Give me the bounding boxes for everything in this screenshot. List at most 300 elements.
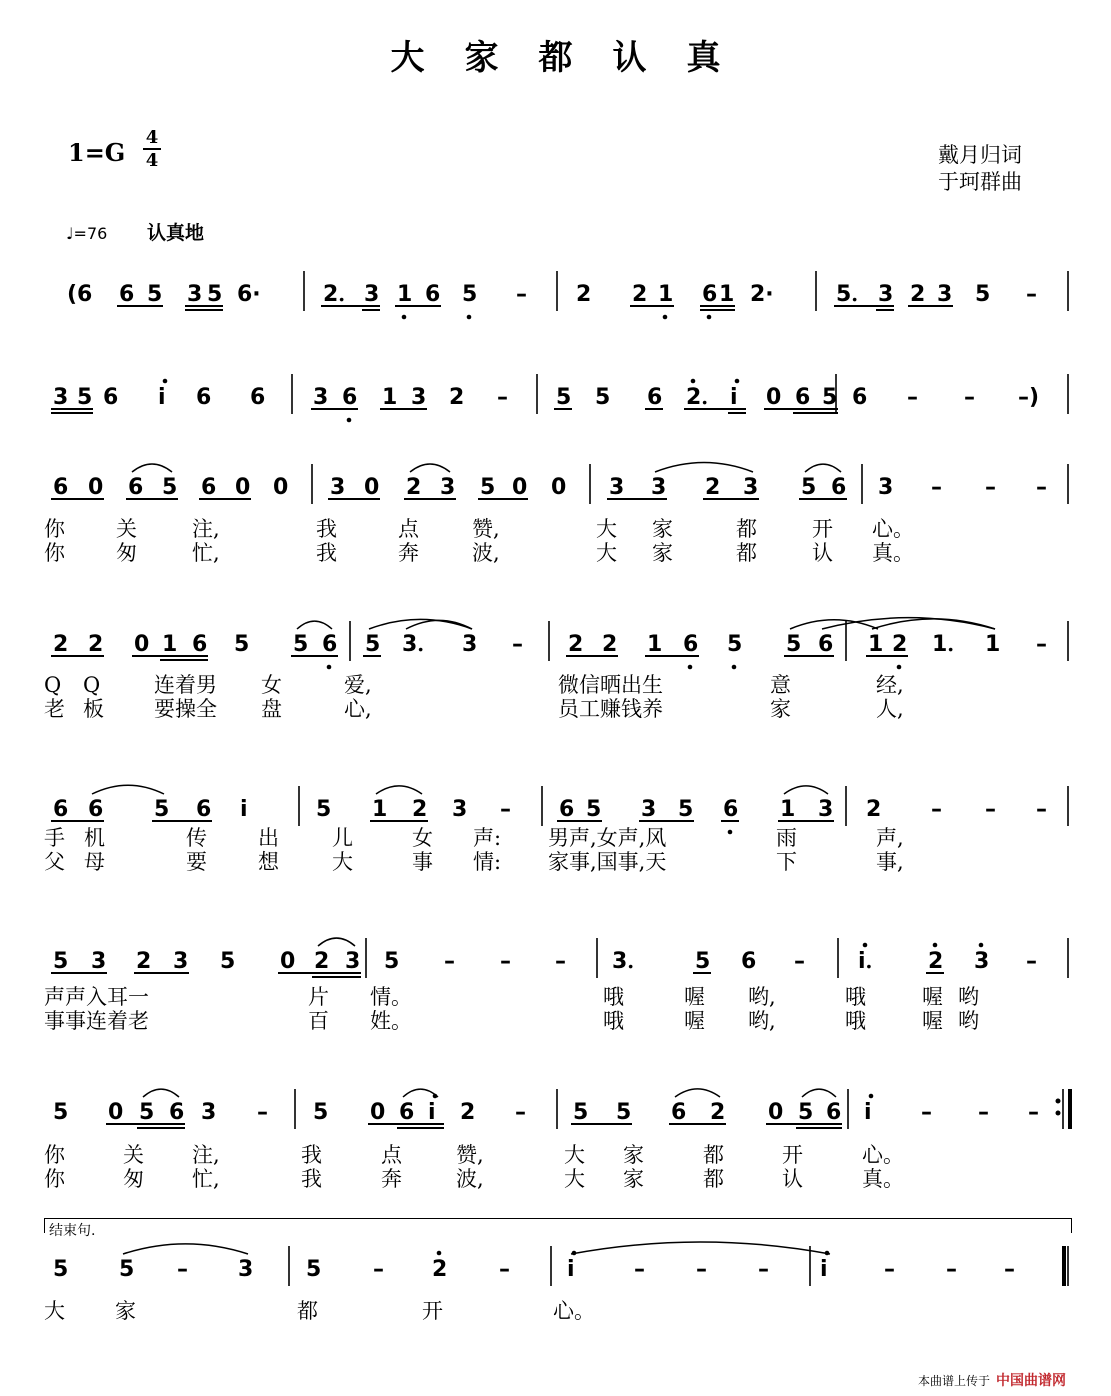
octave-dot — [467, 315, 472, 320]
lyric-word: 大 — [332, 850, 353, 874]
note: 0 — [768, 1100, 784, 1125]
note: – — [696, 1257, 707, 1282]
site-logo: 中国曲谱网 — [996, 1373, 1067, 1389]
lyric-word: 波, — [456, 1167, 484, 1191]
slur — [802, 1089, 836, 1097]
octave-dot — [863, 943, 868, 948]
lyric-line — [0, 542, 1111, 566]
lyric-line — [0, 827, 1111, 851]
note: 6 — [196, 385, 212, 410]
lyric-word: 盘 — [261, 697, 282, 721]
note: – — [634, 1257, 645, 1282]
lyric-word: 事事连着老 — [44, 1009, 149, 1033]
score-system — [0, 1093, 1111, 1141]
note: 3 — [201, 1100, 217, 1125]
lyric-word: 喔 — [684, 1009, 705, 1033]
note: i． — [858, 949, 888, 974]
lyric-word: 都 — [703, 1143, 724, 1167]
note: – — [931, 797, 942, 822]
note: 0 — [273, 475, 289, 500]
lyric-word: 大 — [564, 1143, 585, 1167]
note: (6 — [67, 282, 93, 307]
lyric-word: 声, — [876, 826, 904, 850]
note: 3． — [612, 949, 650, 974]
lyric-line — [0, 518, 1111, 542]
lyric-word: 你 — [44, 517, 65, 541]
slur — [655, 463, 753, 472]
note: 6 — [169, 1100, 185, 1125]
lyric-line — [0, 986, 1111, 1010]
time-signature-top: 4 — [145, 127, 159, 148]
slur — [297, 621, 332, 629]
octave-dot — [897, 665, 902, 670]
lyric-word: 开 — [812, 517, 833, 541]
note: 0 — [134, 632, 150, 657]
lyric-word: 开 — [782, 1143, 803, 1167]
note: 5 — [586, 797, 602, 822]
note: 3 — [937, 282, 953, 307]
note: – — [985, 797, 996, 822]
note: 0 — [551, 475, 567, 500]
note: 2． — [323, 282, 361, 307]
note: – — [946, 1257, 957, 1282]
note: 5 — [786, 632, 802, 657]
slur — [132, 464, 172, 472]
lyric-word: 声: — [473, 826, 502, 850]
note: 5 — [573, 1100, 589, 1125]
lyric-word: 匆 — [116, 541, 137, 565]
lyric-word: 都 — [297, 1299, 318, 1323]
score-system — [0, 468, 1111, 516]
note: 3 — [462, 632, 478, 657]
lyric-word: 姓。 — [370, 1009, 412, 1033]
lyric-word: 注, — [192, 1143, 220, 1167]
note: – — [1026, 282, 1037, 307]
note: 6 — [53, 475, 69, 500]
note: 5 — [556, 385, 572, 410]
lyric-word: 喔 — [922, 1009, 943, 1033]
note: 3 — [974, 949, 990, 974]
lyric-word: 你 — [44, 1167, 65, 1191]
lyric-word: 情。 — [370, 985, 412, 1009]
lyric-word: 家事,国事,天 — [548, 850, 667, 874]
tempo-value: ♩=76 — [66, 224, 108, 243]
lyric-word: 员工赚钱养 — [558, 697, 663, 721]
lyric-word: 我 — [316, 517, 337, 541]
octave-dot — [732, 665, 737, 670]
note: 1 — [658, 282, 674, 307]
lyric-word: 片 — [308, 985, 329, 1009]
note: 5 — [119, 1257, 135, 1282]
lyric-word: 父 — [44, 850, 65, 874]
note: 5 — [678, 797, 694, 822]
lyric-word: 我 — [301, 1167, 322, 1191]
lyric-word: 喔 — [684, 985, 705, 1009]
note: 6 — [647, 385, 663, 410]
lyric-line — [0, 1010, 1111, 1034]
repeat-dot — [1056, 1111, 1061, 1116]
note: – — [516, 282, 527, 307]
note: 2 — [632, 282, 648, 307]
note: – — [1004, 1257, 1015, 1282]
slur — [410, 464, 450, 472]
lyric-word: 我 — [316, 541, 337, 565]
note: 5 — [616, 1100, 632, 1125]
note: 6 — [196, 797, 212, 822]
lyric-word: 心。 — [872, 517, 914, 541]
note: 0 — [88, 475, 104, 500]
note: 2 — [928, 949, 944, 974]
composer: 于珂群曲 — [938, 170, 1022, 194]
lyric-word: 百 — [308, 1009, 329, 1033]
note: 1 — [382, 385, 398, 410]
lyric-word: 母 — [84, 850, 105, 874]
note: 3 — [878, 282, 894, 307]
note: 6 — [852, 385, 868, 410]
note: 2 — [866, 797, 882, 822]
octave-dot — [825, 1251, 830, 1256]
note: 5 — [801, 475, 817, 500]
note: 1 — [719, 282, 735, 307]
slur — [784, 786, 828, 794]
expression-mark: 认真地 — [147, 222, 205, 244]
note: 3 — [743, 475, 759, 500]
note: 3 — [345, 949, 361, 974]
slur — [406, 620, 472, 629]
octave-dot — [979, 943, 984, 948]
note: 5 — [462, 282, 478, 307]
note: 5 — [365, 632, 381, 657]
lyric-word: 爱, — [344, 673, 372, 697]
lyric-word: 哦 — [603, 985, 624, 1009]
note: i — [820, 1257, 828, 1282]
note: – — [1036, 797, 1047, 822]
slur — [675, 1089, 720, 1097]
lyric-word: 认 — [782, 1167, 803, 1191]
note: 6 — [88, 797, 104, 822]
lyric-word: 经, — [876, 673, 904, 697]
lyric-word: 下 — [776, 850, 797, 874]
note: 5 — [727, 632, 743, 657]
lyric-word: 连着男 — [154, 673, 217, 697]
note: 0 — [108, 1100, 124, 1125]
note: 3 — [173, 949, 189, 974]
note: 0 — [280, 949, 296, 974]
lyric-word: 关 — [123, 1143, 144, 1167]
system-notation — [0, 378, 1111, 426]
note: 0 — [364, 475, 380, 500]
note: 6 — [559, 797, 575, 822]
note: 3 — [330, 475, 346, 500]
lyric-word: 哦 — [845, 1009, 866, 1033]
upload-footer — [918, 1370, 1066, 1390]
lyric-word: 忙, — [192, 1167, 220, 1191]
lyric-word: 传 — [186, 826, 207, 850]
note: – — [794, 949, 805, 974]
lyric-word: 真。 — [862, 1167, 904, 1191]
octave-dot — [402, 315, 407, 320]
score-system — [0, 378, 1111, 426]
note: 5 — [53, 949, 69, 974]
lyric-line — [0, 698, 1111, 722]
octave-dot — [437, 1251, 442, 1256]
ending-bracket — [44, 1218, 1072, 1239]
note: 5 — [154, 797, 170, 822]
note: 5 — [234, 632, 250, 657]
lyric-word: 老 — [44, 697, 65, 721]
time-signature-bottom: 4 — [145, 150, 159, 171]
note: 0 — [235, 475, 251, 500]
lyric-word: 哦 — [845, 985, 866, 1009]
lyric-word: 赞, — [456, 1143, 484, 1167]
note: 5 — [975, 282, 991, 307]
note: 2 — [314, 949, 330, 974]
slur — [92, 785, 164, 794]
note: 2 — [449, 385, 465, 410]
note: 2 — [576, 282, 592, 307]
note: – — [515, 1100, 526, 1125]
note: 2． — [686, 385, 724, 410]
score-system — [0, 275, 1111, 323]
octave-dot — [869, 1094, 874, 1099]
lyric-line — [0, 674, 1111, 698]
note: 3 — [818, 797, 834, 822]
note: 3 — [364, 282, 380, 307]
lyric-word: 奔 — [398, 541, 419, 565]
note: 2 — [602, 632, 618, 657]
lyric-word: 雨 — [776, 826, 797, 850]
note: – — [373, 1257, 384, 1282]
repeat-barline — [1068, 1089, 1072, 1129]
note: 5 — [162, 475, 178, 500]
note: – — [931, 475, 942, 500]
octave-dot — [327, 665, 332, 670]
note: – — [512, 632, 523, 657]
note: 2 — [710, 1100, 726, 1125]
note: – — [985, 475, 996, 500]
note: 2 — [705, 475, 721, 500]
note: 6 — [702, 282, 718, 307]
lyric-word: 大 — [596, 541, 617, 565]
slur — [376, 786, 422, 794]
lyric-word: 事 — [412, 850, 433, 874]
system-notation — [0, 1093, 1111, 1141]
lyric-word: 你 — [44, 1143, 65, 1167]
lyric-word: 女 — [261, 673, 282, 697]
key-signature: 1=G — [68, 138, 126, 167]
note: 6 — [818, 632, 834, 657]
note: – — [921, 1100, 932, 1125]
note: 5 — [293, 632, 309, 657]
note: – — [1028, 1100, 1039, 1125]
note: – — [1026, 949, 1037, 974]
score-system — [0, 625, 1111, 673]
note: i — [428, 1100, 436, 1125]
note: 5 — [695, 949, 711, 974]
note: 5 — [822, 385, 838, 410]
note: 5 — [207, 282, 223, 307]
note: 1 — [985, 632, 1001, 657]
lyric-word: 大 — [596, 517, 617, 541]
note: – — [497, 385, 508, 410]
octave-dot — [663, 315, 668, 320]
lyric-word: 关 — [116, 517, 137, 541]
note: 1 — [868, 632, 884, 657]
note: i — [240, 797, 248, 822]
lyric-word: 微信晒出生 — [558, 673, 663, 697]
note: 2 — [136, 949, 152, 974]
note: 5 — [147, 282, 163, 307]
note: 3． — [402, 632, 440, 657]
lyric-word: 真。 — [872, 541, 914, 565]
note: 5 — [384, 949, 400, 974]
note: 6 — [826, 1100, 842, 1125]
lyric-word: 哟 — [958, 985, 979, 1009]
note: 6 — [128, 475, 144, 500]
octave-dot — [735, 379, 740, 384]
lyric-word: 哦 — [603, 1009, 624, 1033]
system-notation — [0, 625, 1111, 673]
octave-dot — [688, 665, 693, 670]
ending-label: 结束句. — [49, 1223, 96, 1239]
note: 5 — [77, 385, 93, 410]
lyric-word: 女 — [412, 826, 433, 850]
lyric-line — [0, 1300, 1111, 1324]
lyric-word: 家 — [623, 1167, 644, 1191]
note: – — [1036, 475, 1047, 500]
note: 3 — [91, 949, 107, 974]
note: 6 — [342, 385, 358, 410]
lyric-word: 注, — [192, 517, 220, 541]
note: i — [864, 1100, 872, 1125]
slur — [571, 1242, 830, 1254]
note: 1 — [397, 282, 413, 307]
slur — [369, 619, 472, 629]
lyric-word: 手 — [44, 826, 65, 850]
note: 3 — [641, 797, 657, 822]
note: 5 — [139, 1100, 155, 1125]
lyric-word: 点 — [381, 1143, 402, 1167]
lyric-word: 事, — [876, 850, 904, 874]
score-system — [0, 1250, 1111, 1298]
repeat-dot — [1056, 1099, 1061, 1104]
note: 3 — [452, 797, 468, 822]
note: – — [257, 1100, 268, 1125]
upload-text: 本曲谱上传于 — [918, 1373, 991, 1388]
lyric-word: 家 — [623, 1143, 644, 1167]
slur — [123, 1244, 248, 1254]
lyric-word: 喔 — [922, 985, 943, 1009]
note: – — [499, 1257, 510, 1282]
lyric-word: 奔 — [381, 1167, 402, 1191]
note: 2 — [412, 797, 428, 822]
note: 6 — [53, 797, 69, 822]
octave-dot — [572, 1251, 577, 1256]
note: 3 — [878, 475, 894, 500]
lyric-word: 匆 — [123, 1167, 144, 1191]
final-barline — [1062, 1246, 1066, 1286]
note: 6 — [201, 475, 217, 500]
note: 3 — [609, 475, 625, 500]
note: 3 — [651, 475, 667, 500]
lyric-word: 开 — [422, 1299, 443, 1323]
slur — [822, 618, 995, 629]
note: 5． — [836, 282, 874, 307]
lyric-word: 儿 — [332, 826, 353, 850]
lyric-word: 家 — [115, 1299, 136, 1323]
note: 6 — [795, 385, 811, 410]
octave-dot — [933, 943, 938, 948]
lyric-word: 家 — [770, 697, 791, 721]
score-system — [0, 942, 1111, 990]
note: 2 — [53, 632, 69, 657]
system-notation — [0, 942, 1111, 990]
lyric-word: 板 — [83, 697, 104, 721]
note: 6 — [119, 282, 135, 307]
lyricist: 戴月归词 — [938, 143, 1022, 167]
lyric-word: 忙, — [192, 541, 220, 565]
note: 2 — [892, 632, 908, 657]
note: 6 — [831, 475, 847, 500]
lyric-word: 要操全 — [154, 697, 217, 721]
lyric-word: 哟, — [748, 985, 776, 1009]
system-notation — [0, 275, 1111, 323]
lyric-line — [0, 1144, 1111, 1168]
lyric-word: 出 — [258, 826, 279, 850]
note: 2 — [432, 1257, 448, 1282]
lyric-word: Q — [44, 673, 62, 697]
lyric-word: 家 — [652, 541, 673, 565]
note: – — [978, 1100, 989, 1125]
note: 6 — [723, 797, 739, 822]
note: 5 — [313, 1100, 329, 1125]
note: 6· — [237, 282, 261, 307]
note: – — [964, 385, 975, 410]
note: 6 — [399, 1100, 415, 1125]
note: – — [884, 1257, 895, 1282]
note: 5 — [306, 1257, 322, 1282]
slur — [872, 619, 995, 629]
note: 5 — [53, 1100, 69, 1125]
note: 5 — [316, 797, 332, 822]
note: 2· — [750, 282, 774, 307]
octave-dot — [707, 315, 712, 320]
note: 0 — [512, 475, 528, 500]
lyric-word: 哟 — [958, 1009, 979, 1033]
note: 6 — [425, 282, 441, 307]
lyric-word: 你 — [44, 541, 65, 565]
note: 0 — [766, 385, 782, 410]
song-title: 大家都认真 — [390, 38, 761, 78]
note: i — [158, 385, 166, 410]
note: – — [907, 385, 918, 410]
note: 2 — [568, 632, 584, 657]
note: 6 — [683, 632, 699, 657]
note: 3 — [411, 385, 427, 410]
slur — [143, 1089, 179, 1097]
note: 6 — [103, 385, 119, 410]
lyric-word: 想 — [258, 850, 279, 874]
lyric-word: 都 — [703, 1167, 724, 1191]
lyric-word: 家 — [652, 517, 673, 541]
lyric-word: 心, — [344, 697, 372, 721]
note: 3 — [187, 282, 203, 307]
note: 2 — [88, 632, 104, 657]
lyric-word: 都 — [736, 517, 757, 541]
lyric-word: 我 — [301, 1143, 322, 1167]
note: 3 — [53, 385, 69, 410]
note: – — [177, 1257, 188, 1282]
